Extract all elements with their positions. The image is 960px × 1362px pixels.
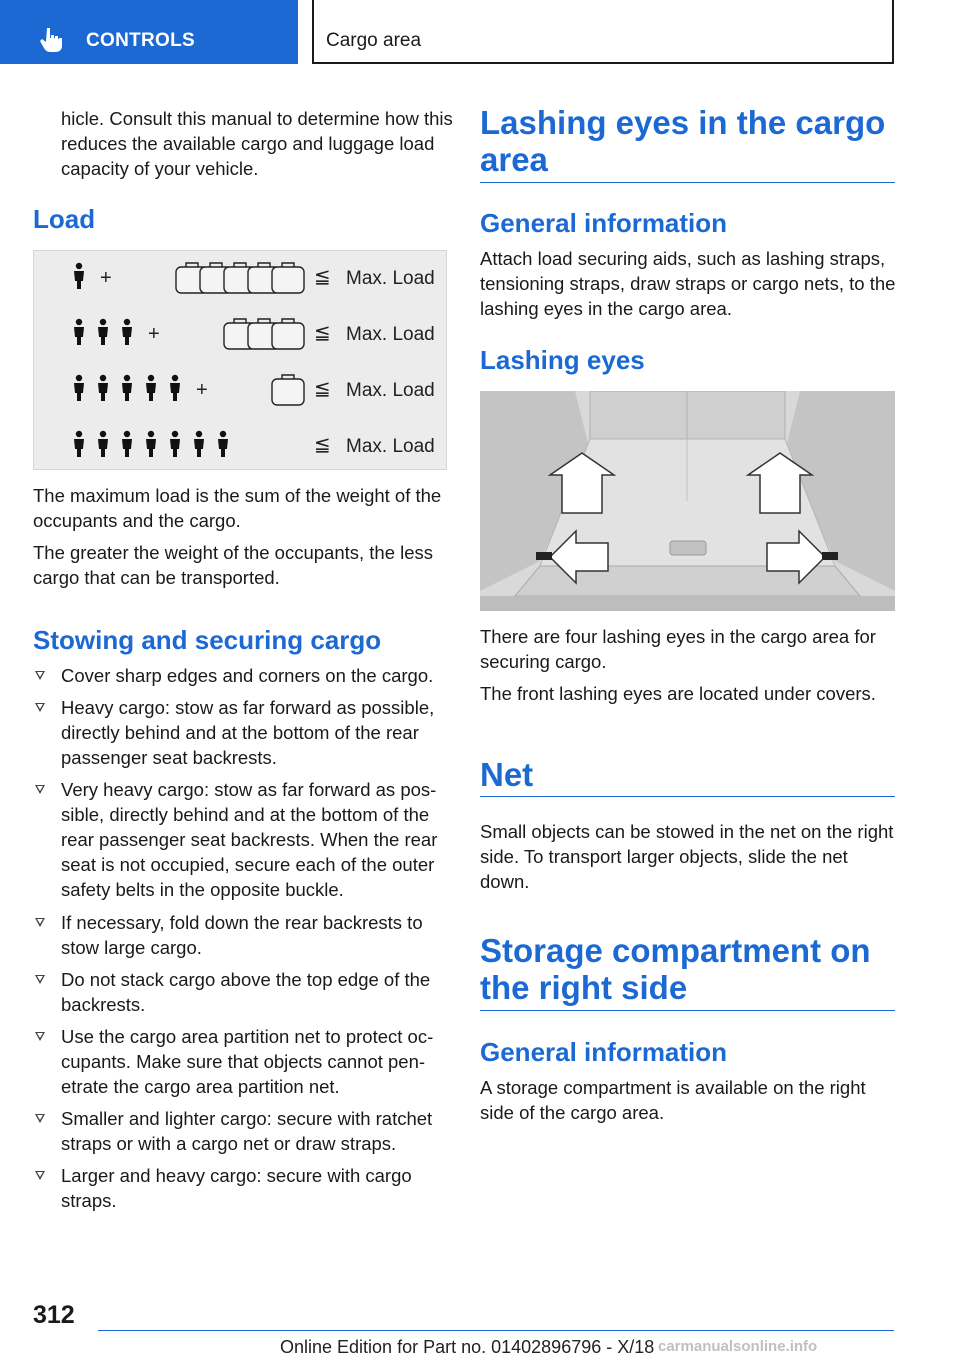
hand-pointer-icon bbox=[40, 27, 64, 53]
load-diagram bbox=[33, 250, 447, 470]
bullet-triangle-icon bbox=[35, 1032, 45, 1041]
max-load-label: Max. Load bbox=[346, 268, 435, 289]
load-row bbox=[34, 370, 448, 410]
bullet-triangle-icon bbox=[35, 703, 45, 712]
less-equal-sign: ≦ bbox=[314, 322, 331, 344]
bullet-triangle-icon bbox=[35, 671, 45, 680]
occupant-weight-text: The greater the weight of the occupants, the less cargo that can be transported. bbox=[33, 542, 434, 588]
general-info-heading: General information bbox=[480, 208, 728, 238]
bullet-triangle-icon bbox=[35, 918, 45, 927]
bullet-triangle-icon bbox=[35, 1171, 45, 1180]
max-load-label: Max. Load bbox=[346, 324, 435, 345]
title-rule bbox=[480, 1010, 895, 1011]
list-item-text: Cover sharp edges and corners on the cargo. bbox=[61, 665, 434, 686]
section-title: Cargo area bbox=[326, 30, 422, 51]
cargo-area-photo bbox=[480, 391, 895, 611]
less-equal-sign: ≦ bbox=[314, 266, 331, 288]
lashing-eyes-title: Lashing eyes in the cargo area bbox=[480, 104, 886, 178]
load-heading: Load bbox=[33, 204, 96, 234]
storage-info-heading: General information bbox=[480, 1037, 728, 1067]
less-equal-sign: ≦ bbox=[314, 378, 331, 400]
chapter-tab[interactable] bbox=[0, 0, 298, 64]
chapter-label: CONTROLS bbox=[86, 30, 196, 51]
bullet-triangle-icon bbox=[35, 785, 45, 794]
page-number: 312 bbox=[33, 1301, 75, 1329]
list-item-text: Larger and heavy cargo: secure with cargo straps. bbox=[61, 1165, 412, 1211]
max-load-label: Max. Load bbox=[346, 436, 435, 457]
max-load-text: The maximum load is the sum of the weight of the occupants and the cargo. bbox=[33, 485, 442, 531]
stowing-heading: Stowing and securing cargo bbox=[33, 625, 382, 655]
storage-compartment-title: Storage compartment on the right side bbox=[480, 932, 871, 1006]
section-header bbox=[312, 0, 894, 64]
lashing-eyes-text: There are four lashing eyes in the cargo area for securing cargo. bbox=[480, 626, 876, 672]
edition-text: Online Edition for Part no. 01402896796 - X/18 bbox=[280, 1337, 655, 1357]
general-info-text: Attach load securing aids, such as lashing straps, tensioning straps, draw straps or cargo nets, to the lashing eyes in the cargo area. bbox=[480, 248, 896, 319]
list-item-text: Use the cargo area partition net to protect occupants. Make sure that objects cannot penetrate the cargo area partition net. bbox=[61, 1026, 434, 1097]
watermark: carmanualsonline.info bbox=[658, 1338, 818, 1355]
list-item-text: Heavy cargo: stow as far forward as possible, directly behind and at the bottom of the rear passenger seat backrests. bbox=[61, 697, 435, 768]
load-row bbox=[34, 314, 448, 354]
net-title: Net bbox=[480, 756, 534, 793]
plus-sign: + bbox=[148, 323, 160, 345]
lashing-eyes-heading: Lashing eyes bbox=[480, 345, 645, 375]
front-lashing-text: The front lashing eyes are located under covers. bbox=[480, 683, 876, 704]
load-row bbox=[34, 258, 448, 298]
list-item-text: If necessary, fold down the rear backrests to stow large cargo. bbox=[61, 912, 423, 958]
list-item-text: Smaller and lighter cargo: secure with ratchet straps or with a cargo net or draw straps. bbox=[61, 1108, 433, 1154]
intro-text: hicle. Consult this manual to determine how this reduces the available cargo and luggage load capacity of your vehicle. bbox=[61, 108, 453, 179]
less-equal-sign: ≦ bbox=[314, 434, 331, 456]
bullet-triangle-icon bbox=[35, 975, 45, 984]
cargo-area-illustration bbox=[480, 391, 895, 611]
title-rule bbox=[480, 796, 895, 797]
plus-sign: + bbox=[196, 379, 208, 401]
max-load-label: Max. Load bbox=[346, 380, 435, 401]
plus-sign: + bbox=[100, 267, 112, 289]
net-text: Small objects can be stowed in the net on the right side. To transport larger objects, slide the net down. bbox=[480, 821, 894, 892]
footer-rule bbox=[98, 1330, 894, 1331]
load-row bbox=[34, 426, 448, 466]
storage-info-text: A storage compartment is available on the right side of the cargo area. bbox=[480, 1077, 866, 1123]
list-item-text: Do not stack cargo above the top edge of the backrests. bbox=[61, 969, 431, 1015]
bullet-triangle-icon bbox=[35, 1114, 45, 1123]
list-item-text: Very heavy cargo: stow as far forward as possible, directly behind and at the bottom of the rear passenger seat backrests. When the rear seat is not occupied, secure each of the outer safety belts in the opposite buckle. bbox=[61, 779, 438, 900]
title-rule bbox=[480, 182, 895, 183]
